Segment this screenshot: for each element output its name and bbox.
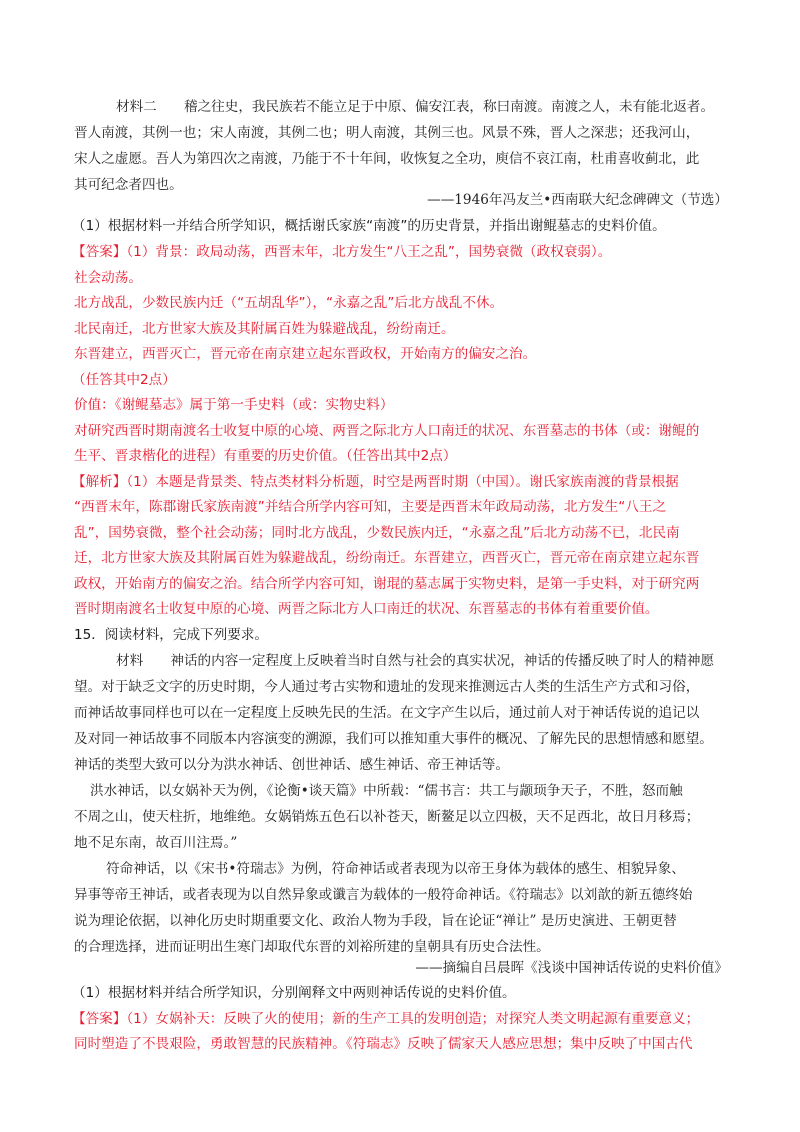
q15-material-line-4: 及对同一神话故事不同版本内容演变的溯源，我们可以推知重大事件的概况、了解先民的思想情感和愿望。	[74, 731, 713, 747]
q15-answer-line-1: 【答案】（1）女娲补天：反映了火的使用；新的生产工具的发明创造；对探究人类文明起源有重要意义；	[72, 1011, 700, 1027]
material2-line-3: 宋人之虚愿。吾人为第四次之南渡，乃能于不十年间，收恢复之全功，庾信不哀江南，杜甫喜收蓟北，此	[74, 151, 700, 167]
material2-source: ——1946年冯友兰•西南联大纪念碑碑文（节选）	[427, 192, 728, 208]
question-15-1: （1）根据材料并结合所学知识，分别阐释文中两则神话传说的史料价值。	[72, 985, 516, 1001]
answer-line-9: 生平、晋隶楷化的进程）有重要的历史价值。（任答出其中2点）	[74, 448, 457, 464]
answer-line-3: 北方战乱，少数民族内迁（“五胡乱华”），“永嘉之乱”后北方战乱不休。	[74, 295, 504, 311]
q15-material-line-1: 材料 神话的内容一定程度上反映着当时自然与社会的真实状况，神话的传播反映了时人的精神愿	[116, 653, 715, 669]
analysis-line-6: 晋时期南渡名士收复中原的心境、两晋之际北方人口南迁的状况、东晋墓志的书体有着重要价值。	[74, 601, 659, 617]
answer-line-2: 社会动荡。	[74, 270, 142, 286]
q15-answer-line-2: 同时塑造了不畏艰险，勇敢智慧的民族精神。《符瑞志》反映了儒家天人感应思想；集中反映了中国古代	[74, 1036, 693, 1052]
q15-material-line-11: 说为理论依据，以神化历史时期重要文化、政治人物为手段，旨在论证“禅让” 是历史演进、王朝更替	[74, 913, 677, 929]
q15-material-line-9: 符命神话，以《宋书•符瑞志》为例，符命神话或者表现为以帝王身体为载体的感生、相貌异象、	[106, 861, 685, 877]
q15-material-line-8: 地不足东南，故百川注焉。”	[74, 835, 238, 851]
analysis-line-4: 迁，北方世家大族及其附属百姓为躲避战乱，纷纷南迁。东晋建立，西晋灭亡，晋元帝在南京建立起东晋	[74, 550, 700, 566]
q15-material-line-12: 的合理选择，进而证明出生寒门却取代东晋的刘裕所建的皇朝具有历史合法性。	[74, 939, 550, 955]
question-14-1: （1）根据材料一并结合所学知识，概括谢氏家族“南渡”的历史背景，并指出谢鲲墓志的史料价值。	[72, 218, 666, 234]
q15-material-line-5: 神话的类型大致可以分为洪水神话、创世神话、感生神话、帝王神话等。	[74, 757, 509, 773]
q15-material-line-7: 不周之山，使天柱折，地维绝。女娲销炼五色石以补苍天，断鳌足以立四极，天不足西北，故日月移焉；	[74, 809, 700, 825]
analysis-line-5: 政权，开始南方的偏安之治。结合所学内容可知，谢琨的墓志属于实物史料，是第一手史料，对于研究两	[74, 576, 700, 592]
analysis-line-1: 【解析】（1）本题是背景类、特点类材料分析题，时空是两晋时期（中国）。谢氏家族南渡的背景根据	[72, 474, 679, 490]
answer-line-8: 对研究西晋时期南渡名士收复中原的心境、两晋之际北方人口南迁的状况、东晋墓志的书体（或：谢鲲的	[74, 423, 700, 439]
question-15-title: 15．阅读材料，完成下列要求。	[74, 627, 269, 643]
q15-material-line-10: 异事等帝王神话，或者表现为以自然异象或谶言为载体的一般符命神话。《符瑞志》以刘歆的新五德终始	[74, 887, 693, 903]
q15-material-line-3: 而神话故事同样也可以在一定程度上反映先民的生活。在文字产生以后，通过前人对于神话传说的追记以	[74, 705, 700, 721]
answer-line-5: 东晋建立，西晋灭亡，晋元帝在南京建立起东晋政权，开始南方的偏安之治。	[74, 346, 537, 362]
analysis-line-3: 乱”，国势衰微，整个社会动荡；同时北方战乱，少数民族内迁，“永嘉之乱”后北方动荡不已，北民南	[74, 525, 680, 541]
analysis-line-2: “西晋末年，陈郡谢氏家族南渡”并结合所学内容可知，主要是西晋末年政局动荡，北方发生“八王之	[74, 499, 667, 515]
material2-line-1: 材料二 稽之往史，我民族若不能立足于中原、偏安江表，称曰南渡。南渡之人，未有能北返者。	[116, 99, 715, 115]
q15-material-line-2: 望。对于缺乏文字的历史时期，今人通过考古实物和遗址的发现来推测远古人类的生活生产方式和习俗，	[74, 679, 700, 695]
answer-line-4: 北民南迁，北方世家大族及其附属百姓为躲避战乱，纷纷南迁。	[74, 321, 455, 337]
material2-line-4: 其可纪念者四也。	[74, 177, 183, 193]
answer-line-6: （任答其中2点）	[72, 372, 176, 388]
answer-line-7: 价值：《谢鲲墓志》属于第一手史料（或：实物史料）	[74, 397, 394, 413]
answer-line-1: 【答案】（1）背景：政局动荡，西晋末年，北方发生“八王之乱”，国势衰微（政权衰弱）。	[72, 244, 612, 260]
material2-line-2: 晋人南渡，其例一也；宋人南渡，其例二也；明人南渡，其例三也。风景不殊，晋人之深悲；还我河山，	[74, 125, 700, 141]
q15-source: ——摘编自吕晨晖《浅谈中国神话传说的史料价值》	[415, 960, 728, 976]
q15-material-line-6: 洪水神话，以女娲补天为例，《论衡•谈天篇》中所载：“儒书言：共工与颛顼争天子，不胜，怒而触	[90, 783, 683, 799]
